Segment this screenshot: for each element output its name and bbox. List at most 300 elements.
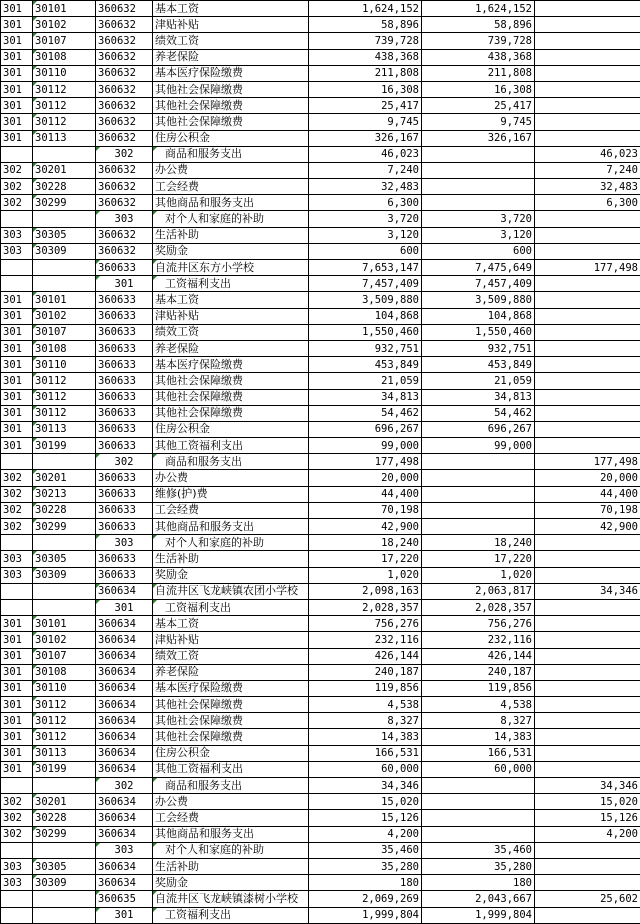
basic-expenditure-cell[interactable]: 60,000 — [422, 761, 535, 777]
category-code-cell[interactable]: 302 — [1, 470, 33, 486]
project-expenditure-cell[interactable] — [535, 745, 640, 761]
total-amount-cell[interactable]: 7,240 — [309, 162, 422, 178]
item-code-cell[interactable]: 30102 — [33, 308, 96, 324]
category-code-cell[interactable] — [1, 907, 33, 923]
basic-expenditure-cell[interactable]: 1,020 — [422, 567, 535, 583]
total-amount-cell[interactable]: 35,460 — [309, 842, 422, 858]
item-code-cell[interactable]: 30112 — [33, 405, 96, 421]
basic-expenditure-cell[interactable]: 600 — [422, 243, 535, 259]
unit-code-cell[interactable]: 360634 — [96, 664, 153, 680]
item-code-cell[interactable]: 30107 — [33, 648, 96, 664]
basic-expenditure-cell[interactable]: 99,000 — [422, 438, 535, 454]
unit-code-cell[interactable]: 360633 — [96, 470, 153, 486]
basic-expenditure-cell[interactable]: 54,462 — [422, 405, 535, 421]
item-code-cell[interactable]: 30299 — [33, 826, 96, 842]
basic-expenditure-cell[interactable]: 166,531 — [422, 745, 535, 761]
item-code-cell[interactable]: 30110 — [33, 680, 96, 696]
unit-code-cell[interactable]: 360633 — [96, 292, 153, 308]
unit-code-cell[interactable]: 360633 — [96, 486, 153, 502]
project-expenditure-cell[interactable]: 7,240 — [535, 162, 640, 178]
total-amount-cell[interactable]: 8,327 — [309, 713, 422, 729]
project-expenditure-cell[interactable]: 70,198 — [535, 502, 640, 518]
item-code-cell[interactable] — [33, 891, 96, 907]
item-code-cell[interactable]: 30112 — [33, 697, 96, 713]
description-cell[interactable]: 其他社会保障缴费 — [153, 81, 309, 97]
description-cell[interactable]: 商品和服务支出 — [153, 146, 309, 162]
basic-expenditure-cell[interactable]: 34,813 — [422, 389, 535, 405]
category-code-cell[interactable]: 302 — [1, 826, 33, 842]
total-amount-cell[interactable]: 58,896 — [309, 17, 422, 33]
project-expenditure-cell[interactable]: 44,400 — [535, 486, 640, 502]
project-expenditure-cell[interactable]: 34,346 — [535, 583, 640, 599]
project-expenditure-cell[interactable] — [535, 438, 640, 454]
item-code-cell[interactable]: 30101 — [33, 616, 96, 632]
total-amount-cell[interactable]: 21,059 — [309, 373, 422, 389]
description-cell[interactable]: 办公费 — [153, 162, 309, 178]
category-code-cell[interactable]: 302 — [1, 162, 33, 178]
total-amount-cell[interactable]: 44,400 — [309, 486, 422, 502]
unit-code-cell[interactable]: 360633 — [96, 502, 153, 518]
basic-expenditure-cell[interactable]: 17,220 — [422, 551, 535, 567]
basic-expenditure-cell[interactable]: 14,383 — [422, 729, 535, 745]
description-cell[interactable]: 绩效工资 — [153, 648, 309, 664]
project-expenditure-cell[interactable] — [535, 616, 640, 632]
total-amount-cell[interactable]: 166,531 — [309, 745, 422, 761]
total-amount-cell[interactable]: 326,167 — [309, 130, 422, 146]
unit-code-cell[interactable]: 360634 — [96, 648, 153, 664]
unit-code-cell[interactable]: 360633 — [96, 438, 153, 454]
basic-expenditure-cell[interactable] — [422, 778, 535, 794]
unit-code-cell[interactable]: 360632 — [96, 49, 153, 65]
unit-code-cell[interactable]: 301 — [96, 276, 153, 292]
category-code-cell[interactable]: 301 — [1, 17, 33, 33]
item-code-cell[interactable] — [33, 842, 96, 858]
item-code-cell[interactable]: 30201 — [33, 470, 96, 486]
description-cell[interactable]: 生活补助 — [153, 858, 309, 874]
description-cell[interactable]: 其他工资福利支出 — [153, 761, 309, 777]
description-cell[interactable]: 住房公积金 — [153, 745, 309, 761]
description-cell[interactable]: 其他工资福利支出 — [153, 438, 309, 454]
total-amount-cell[interactable]: 17,220 — [309, 551, 422, 567]
total-amount-cell[interactable]: 756,276 — [309, 616, 422, 632]
description-cell[interactable]: 基本医疗保险缴费 — [153, 65, 309, 81]
total-amount-cell[interactable]: 20,000 — [309, 470, 422, 486]
unit-code-cell[interactable]: 360633 — [96, 389, 153, 405]
unit-code-cell[interactable]: 360633 — [96, 308, 153, 324]
unit-code-cell[interactable]: 360634 — [96, 875, 153, 891]
unit-code-cell[interactable]: 360634 — [96, 794, 153, 810]
project-expenditure-cell[interactable] — [535, 648, 640, 664]
project-expenditure-cell[interactable] — [535, 211, 640, 227]
item-code-cell[interactable]: 30299 — [33, 519, 96, 535]
total-amount-cell[interactable]: 34,346 — [309, 778, 422, 794]
description-cell[interactable]: 生活补助 — [153, 551, 309, 567]
total-amount-cell[interactable]: 70,198 — [309, 502, 422, 518]
item-code-cell[interactable]: 30113 — [33, 421, 96, 437]
unit-code-cell[interactable]: 360632 — [96, 227, 153, 243]
basic-expenditure-cell[interactable]: 18,240 — [422, 535, 535, 551]
basic-expenditure-cell[interactable]: 3,509,880 — [422, 292, 535, 308]
category-code-cell[interactable]: 303 — [1, 875, 33, 891]
project-expenditure-cell[interactable] — [535, 243, 640, 259]
category-code-cell[interactable]: 302 — [1, 486, 33, 502]
description-cell[interactable]: 办公费 — [153, 794, 309, 810]
basic-expenditure-cell[interactable] — [422, 502, 535, 518]
description-cell[interactable]: 商品和服务支出 — [153, 454, 309, 470]
category-code-cell[interactable]: 302 — [1, 195, 33, 211]
item-code-cell[interactable]: 30199 — [33, 761, 96, 777]
item-code-cell[interactable]: 30108 — [33, 340, 96, 356]
total-amount-cell[interactable]: 7,457,409 — [309, 276, 422, 292]
basic-expenditure-cell[interactable]: 3,720 — [422, 211, 535, 227]
unit-code-cell[interactable]: 360633 — [96, 357, 153, 373]
project-expenditure-cell[interactable] — [535, 81, 640, 97]
total-amount-cell[interactable]: 453,849 — [309, 357, 422, 373]
item-code-cell[interactable]: 30101 — [33, 292, 96, 308]
total-amount-cell[interactable]: 34,813 — [309, 389, 422, 405]
project-expenditure-cell[interactable] — [535, 729, 640, 745]
item-code-cell[interactable]: 30309 — [33, 567, 96, 583]
basic-expenditure-cell[interactable]: 180 — [422, 875, 535, 891]
item-code-cell[interactable]: 30305 — [33, 551, 96, 567]
description-cell[interactable]: 奖励金 — [153, 243, 309, 259]
item-code-cell[interactable]: 30199 — [33, 438, 96, 454]
total-amount-cell[interactable]: 932,751 — [309, 340, 422, 356]
basic-expenditure-cell[interactable]: 4,538 — [422, 697, 535, 713]
category-code-cell[interactable]: 303 — [1, 227, 33, 243]
category-code-cell[interactable]: 301 — [1, 648, 33, 664]
category-code-cell[interactable] — [1, 276, 33, 292]
total-amount-cell[interactable]: 600 — [309, 243, 422, 259]
description-cell[interactable]: 工资福利支出 — [153, 599, 309, 615]
total-amount-cell[interactable]: 180 — [309, 875, 422, 891]
project-expenditure-cell[interactable] — [535, 324, 640, 340]
total-amount-cell[interactable]: 3,720 — [309, 211, 422, 227]
basic-expenditure-cell[interactable]: 104,868 — [422, 308, 535, 324]
description-cell[interactable]: 自流井区飞龙峡镇漆树小学校 — [153, 891, 309, 907]
project-expenditure-cell[interactable]: 42,900 — [535, 519, 640, 535]
category-code-cell[interactable] — [1, 599, 33, 615]
total-amount-cell[interactable]: 240,187 — [309, 664, 422, 680]
unit-code-cell[interactable]: 360633 — [96, 421, 153, 437]
category-code-cell[interactable]: 302 — [1, 179, 33, 195]
item-code-cell[interactable]: 30201 — [33, 794, 96, 810]
category-code-cell[interactable]: 301 — [1, 680, 33, 696]
total-amount-cell[interactable]: 1,999,804 — [309, 907, 422, 923]
category-code-cell[interactable] — [1, 535, 33, 551]
unit-code-cell[interactable]: 360632 — [96, 33, 153, 49]
category-code-cell[interactable]: 301 — [1, 1, 33, 17]
basic-expenditure-cell[interactable]: 35,460 — [422, 842, 535, 858]
item-code-cell[interactable]: 30107 — [33, 324, 96, 340]
basic-expenditure-cell[interactable]: 35,280 — [422, 858, 535, 874]
basic-expenditure-cell[interactable]: 8,327 — [422, 713, 535, 729]
category-code-cell[interactable]: 301 — [1, 130, 33, 146]
description-cell[interactable]: 对个人和家庭的补助 — [153, 211, 309, 227]
description-cell[interactable]: 养老保险 — [153, 49, 309, 65]
description-cell[interactable]: 维修(护)费 — [153, 486, 309, 502]
basic-expenditure-cell[interactable]: 3,120 — [422, 227, 535, 243]
category-code-cell[interactable]: 301 — [1, 745, 33, 761]
total-amount-cell[interactable]: 18,240 — [309, 535, 422, 551]
unit-code-cell[interactable]: 360634 — [96, 713, 153, 729]
project-expenditure-cell[interactable]: 34,346 — [535, 778, 640, 794]
basic-expenditure-cell[interactable]: 9,745 — [422, 114, 535, 130]
category-code-cell[interactable] — [1, 583, 33, 599]
basic-expenditure-cell[interactable]: 232,116 — [422, 632, 535, 648]
basic-expenditure-cell[interactable]: 453,849 — [422, 357, 535, 373]
item-code-cell[interactable] — [33, 454, 96, 470]
total-amount-cell[interactable]: 1,550,460 — [309, 324, 422, 340]
category-code-cell[interactable]: 301 — [1, 616, 33, 632]
category-code-cell[interactable]: 301 — [1, 389, 33, 405]
item-code-cell[interactable] — [33, 535, 96, 551]
basic-expenditure-cell[interactable]: 932,751 — [422, 340, 535, 356]
project-expenditure-cell[interactable]: 46,023 — [535, 146, 640, 162]
item-code-cell[interactable]: 30102 — [33, 632, 96, 648]
unit-code-cell[interactable]: 360632 — [96, 1, 153, 17]
item-code-cell[interactable]: 30299 — [33, 195, 96, 211]
total-amount-cell[interactable]: 35,280 — [309, 858, 422, 874]
total-amount-cell[interactable]: 60,000 — [309, 761, 422, 777]
project-expenditure-cell[interactable] — [535, 17, 640, 33]
basic-expenditure-cell[interactable]: 1,999,804 — [422, 907, 535, 923]
item-code-cell[interactable]: 30112 — [33, 114, 96, 130]
description-cell[interactable]: 津贴补贴 — [153, 17, 309, 33]
category-code-cell[interactable]: 301 — [1, 49, 33, 65]
unit-code-cell[interactable]: 360634 — [96, 697, 153, 713]
category-code-cell[interactable]: 301 — [1, 33, 33, 49]
basic-expenditure-cell[interactable]: 16,308 — [422, 81, 535, 97]
item-code-cell[interactable]: 30108 — [33, 664, 96, 680]
project-expenditure-cell[interactable] — [535, 65, 640, 81]
basic-expenditure-cell[interactable]: 58,896 — [422, 17, 535, 33]
unit-code-cell[interactable]: 360633 — [96, 519, 153, 535]
description-cell[interactable]: 其他社会保障缴费 — [153, 729, 309, 745]
category-code-cell[interactable]: 301 — [1, 761, 33, 777]
basic-expenditure-cell[interactable]: 240,187 — [422, 664, 535, 680]
project-expenditure-cell[interactable] — [535, 421, 640, 437]
project-expenditure-cell[interactable] — [535, 357, 640, 373]
total-amount-cell[interactable]: 7,653,147 — [309, 260, 422, 276]
description-cell[interactable]: 自流井区飞龙峡镇农团小学校 — [153, 583, 309, 599]
total-amount-cell[interactable]: 2,098,163 — [309, 583, 422, 599]
basic-expenditure-cell[interactable]: 211,808 — [422, 65, 535, 81]
category-code-cell[interactable]: 301 — [1, 308, 33, 324]
description-cell[interactable]: 基本工资 — [153, 616, 309, 632]
description-cell[interactable]: 其他社会保障缴费 — [153, 713, 309, 729]
category-code-cell[interactable]: 302 — [1, 502, 33, 518]
basic-expenditure-cell[interactable]: 326,167 — [422, 130, 535, 146]
total-amount-cell[interactable]: 6,300 — [309, 195, 422, 211]
basic-expenditure-cell[interactable]: 426,144 — [422, 648, 535, 664]
basic-expenditure-cell[interactable]: 2,063,817 — [422, 583, 535, 599]
item-code-cell[interactable] — [33, 276, 96, 292]
category-code-cell[interactable]: 303 — [1, 243, 33, 259]
category-code-cell[interactable]: 301 — [1, 729, 33, 745]
project-expenditure-cell[interactable]: 20,000 — [535, 470, 640, 486]
unit-code-cell[interactable]: 360632 — [96, 179, 153, 195]
item-code-cell[interactable]: 30112 — [33, 98, 96, 114]
unit-code-cell[interactable]: 360632 — [96, 81, 153, 97]
basic-expenditure-cell[interactable] — [422, 179, 535, 195]
description-cell[interactable]: 工会经费 — [153, 810, 309, 826]
project-expenditure-cell[interactable] — [535, 227, 640, 243]
item-code-cell[interactable]: 30101 — [33, 1, 96, 17]
basic-expenditure-cell[interactable]: 7,457,409 — [422, 276, 535, 292]
project-expenditure-cell[interactable]: 25,602 — [535, 891, 640, 907]
basic-expenditure-cell[interactable]: 696,267 — [422, 421, 535, 437]
item-code-cell[interactable]: 30112 — [33, 389, 96, 405]
unit-code-cell[interactable]: 302 — [96, 454, 153, 470]
description-cell[interactable]: 其他社会保障缴费 — [153, 389, 309, 405]
category-code-cell[interactable]: 301 — [1, 438, 33, 454]
project-expenditure-cell[interactable] — [535, 664, 640, 680]
unit-code-cell[interactable]: 360634 — [96, 826, 153, 842]
item-code-cell[interactable]: 30228 — [33, 810, 96, 826]
description-cell[interactable]: 生活补助 — [153, 227, 309, 243]
item-code-cell[interactable]: 30113 — [33, 745, 96, 761]
unit-code-cell[interactable]: 360634 — [96, 616, 153, 632]
total-amount-cell[interactable]: 54,462 — [309, 405, 422, 421]
total-amount-cell[interactable]: 1,624,152 — [309, 1, 422, 17]
project-expenditure-cell[interactable] — [535, 33, 640, 49]
project-expenditure-cell[interactable] — [535, 340, 640, 356]
category-code-cell[interactable] — [1, 211, 33, 227]
project-expenditure-cell[interactable] — [535, 308, 640, 324]
description-cell[interactable]: 其他商品和服务支出 — [153, 195, 309, 211]
project-expenditure-cell[interactable]: 177,498 — [535, 260, 640, 276]
unit-code-cell[interactable]: 360634 — [96, 729, 153, 745]
item-code-cell[interactable]: 30112 — [33, 713, 96, 729]
category-code-cell[interactable]: 301 — [1, 713, 33, 729]
item-code-cell[interactable]: 30228 — [33, 502, 96, 518]
project-expenditure-cell[interactable]: 4,200 — [535, 826, 640, 842]
item-code-cell[interactable]: 30305 — [33, 227, 96, 243]
unit-code-cell[interactable]: 360633 — [96, 340, 153, 356]
basic-expenditure-cell[interactable] — [422, 826, 535, 842]
description-cell[interactable]: 绩效工资 — [153, 33, 309, 49]
category-code-cell[interactable]: 302 — [1, 794, 33, 810]
category-code-cell[interactable]: 301 — [1, 114, 33, 130]
description-cell[interactable]: 其他商品和服务支出 — [153, 826, 309, 842]
total-amount-cell[interactable]: 696,267 — [309, 421, 422, 437]
category-code-cell[interactable] — [1, 146, 33, 162]
category-code-cell[interactable]: 301 — [1, 421, 33, 437]
basic-expenditure-cell[interactable]: 2,043,667 — [422, 891, 535, 907]
unit-code-cell[interactable]: 360634 — [96, 858, 153, 874]
item-code-cell[interactable] — [33, 260, 96, 276]
total-amount-cell[interactable]: 104,868 — [309, 308, 422, 324]
unit-code-cell[interactable]: 360633 — [96, 405, 153, 421]
unit-code-cell[interactable]: 360632 — [96, 243, 153, 259]
total-amount-cell[interactable]: 4,538 — [309, 697, 422, 713]
project-expenditure-cell[interactable] — [535, 373, 640, 389]
basic-expenditure-cell[interactable]: 7,475,649 — [422, 260, 535, 276]
unit-code-cell[interactable]: 302 — [96, 778, 153, 794]
project-expenditure-cell[interactable] — [535, 49, 640, 65]
item-code-cell[interactable]: 30110 — [33, 357, 96, 373]
category-code-cell[interactable]: 302 — [1, 810, 33, 826]
item-code-cell[interactable]: 30305 — [33, 858, 96, 874]
unit-code-cell[interactable]: 360633 — [96, 260, 153, 276]
project-expenditure-cell[interactable] — [535, 875, 640, 891]
unit-code-cell[interactable]: 360635 — [96, 891, 153, 907]
description-cell[interactable]: 其他社会保障缴费 — [153, 697, 309, 713]
basic-expenditure-cell[interactable] — [422, 794, 535, 810]
unit-code-cell[interactable]: 303 — [96, 842, 153, 858]
project-expenditure-cell[interactable]: 32,483 — [535, 179, 640, 195]
item-code-cell[interactable]: 30107 — [33, 33, 96, 49]
unit-code-cell[interactable]: 360632 — [96, 130, 153, 146]
description-cell[interactable]: 奖励金 — [153, 567, 309, 583]
category-code-cell[interactable] — [1, 891, 33, 907]
unit-code-cell[interactable]: 360632 — [96, 195, 153, 211]
unit-code-cell[interactable]: 360634 — [96, 810, 153, 826]
description-cell[interactable]: 其他社会保障缴费 — [153, 405, 309, 421]
project-expenditure-cell[interactable]: 6,300 — [535, 195, 640, 211]
project-expenditure-cell[interactable] — [535, 907, 640, 923]
unit-code-cell[interactable]: 360634 — [96, 745, 153, 761]
project-expenditure-cell[interactable] — [535, 292, 640, 308]
unit-code-cell[interactable]: 360633 — [96, 551, 153, 567]
total-amount-cell[interactable]: 14,383 — [309, 729, 422, 745]
project-expenditure-cell[interactable]: 15,126 — [535, 810, 640, 826]
item-code-cell[interactable]: 30102 — [33, 17, 96, 33]
total-amount-cell[interactable]: 438,368 — [309, 49, 422, 65]
project-expenditure-cell[interactable] — [535, 276, 640, 292]
description-cell[interactable]: 其他社会保障缴费 — [153, 114, 309, 130]
basic-expenditure-cell[interactable]: 21,059 — [422, 373, 535, 389]
unit-code-cell[interactable]: 360632 — [96, 17, 153, 33]
description-cell[interactable]: 办公费 — [153, 470, 309, 486]
description-cell[interactable]: 基本医疗保险缴费 — [153, 357, 309, 373]
category-code-cell[interactable]: 301 — [1, 81, 33, 97]
project-expenditure-cell[interactable] — [535, 680, 640, 696]
category-code-cell[interactable]: 301 — [1, 292, 33, 308]
description-cell[interactable]: 住房公积金 — [153, 421, 309, 437]
project-expenditure-cell[interactable] — [535, 697, 640, 713]
category-code-cell[interactable]: 301 — [1, 373, 33, 389]
unit-code-cell[interactable]: 360632 — [96, 114, 153, 130]
item-code-cell[interactable] — [33, 583, 96, 599]
category-code-cell[interactable]: 301 — [1, 405, 33, 421]
category-code-cell[interactable]: 301 — [1, 340, 33, 356]
project-expenditure-cell[interactable] — [535, 599, 640, 615]
description-cell[interactable]: 商品和服务支出 — [153, 778, 309, 794]
total-amount-cell[interactable]: 739,728 — [309, 33, 422, 49]
item-code-cell[interactable]: 30112 — [33, 729, 96, 745]
item-code-cell[interactable]: 30309 — [33, 243, 96, 259]
description-cell[interactable]: 工会经费 — [153, 179, 309, 195]
description-cell[interactable]: 对个人和家庭的补助 — [153, 535, 309, 551]
basic-expenditure-cell[interactable] — [422, 146, 535, 162]
item-code-cell[interactable]: 30108 — [33, 49, 96, 65]
unit-code-cell[interactable]: 301 — [96, 907, 153, 923]
item-code-cell[interactable]: 30110 — [33, 65, 96, 81]
basic-expenditure-cell[interactable] — [422, 486, 535, 502]
item-code-cell[interactable] — [33, 778, 96, 794]
project-expenditure-cell[interactable] — [535, 761, 640, 777]
category-code-cell[interactable] — [1, 778, 33, 794]
total-amount-cell[interactable]: 99,000 — [309, 438, 422, 454]
basic-expenditure-cell[interactable]: 1,624,152 — [422, 1, 535, 17]
item-code-cell[interactable]: 30228 — [33, 179, 96, 195]
project-expenditure-cell[interactable] — [535, 535, 640, 551]
category-code-cell[interactable]: 303 — [1, 551, 33, 567]
total-amount-cell[interactable]: 32,483 — [309, 179, 422, 195]
total-amount-cell[interactable]: 25,417 — [309, 98, 422, 114]
